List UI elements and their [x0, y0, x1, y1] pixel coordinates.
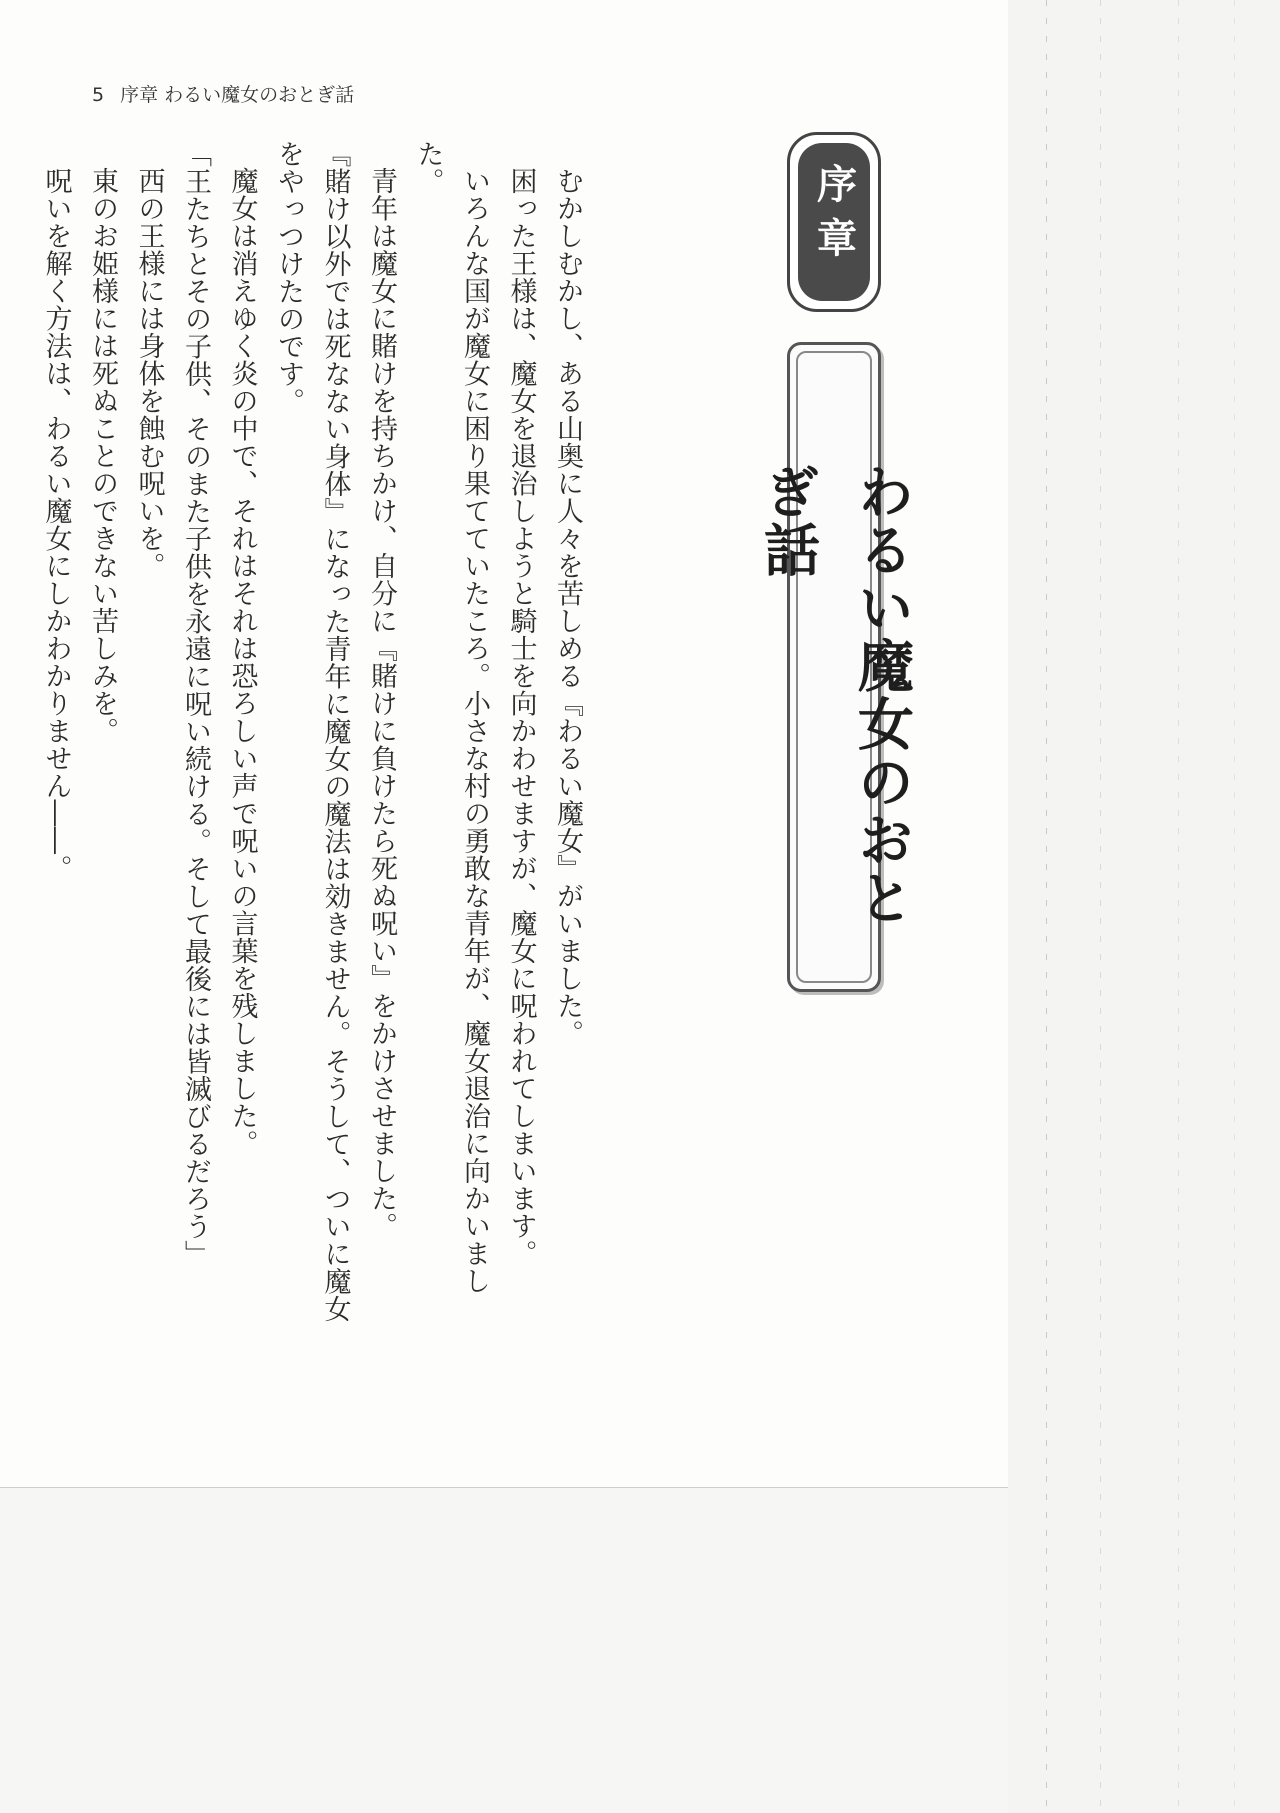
chapter-title: わるい魔女のおとぎ話	[755, 463, 914, 927]
chapter-banner	[755, 132, 914, 992]
paragraph: 「王たちとその子供、そのまた子供を永遠に呪い続ける。そして最後には皆滅びるだろう」	[180, 140, 211, 1268]
paragraph: 魔女は消えゆく炎の中で、それはそれは恐ろしい声で呪いの言葉を残しました。	[226, 167, 258, 1157]
paragraph: 困った王様は、魔女を退治しようと騎士を向かわせますが、魔女に呪われてしまいます。	[505, 167, 537, 1267]
chapter-label-tab	[787, 132, 881, 312]
page-number: 5	[92, 84, 105, 106]
chapter-label: 序章	[810, 163, 857, 271]
body-text	[32, 140, 590, 1340]
paragraph: 東のお姫様には死ぬことのできない苦しみを。	[87, 167, 118, 745]
paragraph: いろんな国が魔女に困り果てていたころ。小さな村の勇敢な青年が、魔女退治に向かいました。	[412, 140, 490, 1295]
running-title: 序章 わるい魔女のおとぎ話	[120, 84, 355, 106]
paragraph: むかしむかし、ある山奥に人々を苦しめる『わるい魔女』がいました。	[552, 167, 583, 1047]
paragraph: 呪いを解く方法は、わるい魔女にしかわかりません――。	[40, 167, 72, 882]
paragraph: 青年は魔女に賭けを持ちかけ、自分に『賭けに負けたら死ぬ呪い』をかけさせました。	[366, 167, 397, 1240]
paragraph: 『賭け以外では死なない身体』になった青年に魔女の魔法は効きません。そうして、ついに魔女をやっつけたのです。	[273, 140, 351, 1323]
scan-margin	[1008, 0, 1280, 1813]
chapter-title-box	[755, 342, 914, 992]
paragraph: 西の王様には身体を蝕む呪いを。	[133, 167, 165, 580]
running-header	[92, 80, 354, 107]
scan-bottom-margin	[0, 1488, 1008, 1813]
